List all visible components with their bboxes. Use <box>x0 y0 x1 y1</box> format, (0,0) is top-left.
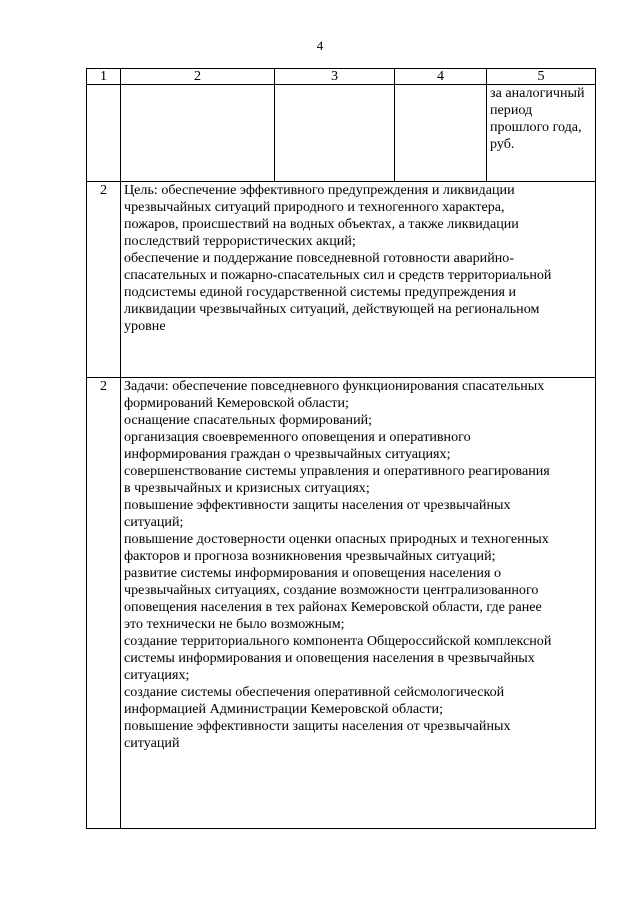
tasks-line: информирования граждан о чрезвычайных ситуациях; <box>124 446 451 462</box>
goal-line: Цель: обеспечение эффективного предупреждения и ликвидации <box>124 182 515 198</box>
table-cell-empty <box>87 85 121 182</box>
table-row-tasks <box>87 378 596 829</box>
table-header-row <box>87 69 596 85</box>
table-cell-empty <box>121 85 275 182</box>
table-row-goal <box>87 182 596 378</box>
page-number: 4 <box>316 38 324 53</box>
row-number: 2 <box>87 378 121 829</box>
table-row-continuation <box>87 85 596 182</box>
tasks-line: ситуаций; <box>124 514 184 530</box>
tasks-line: повышение достоверности оценки опасных природных и техногенных <box>124 531 549 547</box>
column-header-1: 1 <box>87 69 121 85</box>
tasks-line: в чрезвычайных и кризисных ситуациях; <box>124 480 370 496</box>
tasks-line: чрезвычайных ситуациях, создание возможности централизованного <box>124 582 539 598</box>
tasks-line: оповещения населения в тех районах Кемеровской области, где ранее <box>124 599 542 615</box>
column-header-2: 2 <box>121 69 275 85</box>
tasks-line: организация своевременного оповещения и оперативного <box>124 429 471 445</box>
goal-line: подсистемы единой государственной системы предупреждения и <box>124 284 517 300</box>
goal-text-cell <box>121 182 596 378</box>
tasks-line: повышение эффективности защиты населения от чрезвычайных <box>124 718 511 734</box>
column-header-3: 3 <box>275 69 395 85</box>
goal-line: уровне <box>124 318 166 334</box>
period-line: руб. <box>490 136 515 152</box>
tasks-line: оснащение спасательных формирований; <box>124 412 373 428</box>
tasks-line: системы информирования и оповещения населения в чрезвычайных <box>124 650 535 666</box>
table-cell-empty <box>275 85 395 182</box>
tasks-text-cell <box>121 378 596 829</box>
tasks-line: повышение эффективности защиты населения от чрезвычайных <box>124 497 511 513</box>
period-line: прошлого года, <box>490 119 582 135</box>
tasks-line: формирований Кемеровской области; <box>124 395 349 411</box>
goal-line: последствий террористических акций; <box>124 233 356 249</box>
tasks-line: информацией Администрации Кемеровской области; <box>124 701 444 717</box>
tasks-line: ситуаций <box>124 735 180 751</box>
column-header-4: 4 <box>395 69 487 85</box>
row-number: 2 <box>87 182 121 378</box>
goal-line: спасательных и пожарно-спасательных сил и средств территориальной <box>124 267 552 283</box>
data-table <box>86 68 596 829</box>
goal-line: пожаров, происшествий на водных объектах, а также ликвидации <box>124 216 519 232</box>
table-cell-empty <box>395 85 487 182</box>
period-line: за аналогичный <box>490 85 585 101</box>
tasks-line: факторов и прогноза возникновения чрезвычайных ситуаций; <box>124 548 496 564</box>
goal-line: обеспечение и поддержание повседневной готовности аварийно- <box>124 250 515 266</box>
tasks-line: развитие системы информирования и оповещения населения о <box>124 565 502 581</box>
tasks-line: создание системы обеспечения оперативной сейсмологической <box>124 684 505 700</box>
tasks-line: это технически не было возможным; <box>124 616 345 632</box>
goal-line: ликвидации чрезвычайных ситуаций, действующей на региональном <box>124 301 540 317</box>
period-line: период <box>490 102 533 118</box>
column-header-5: 5 <box>487 69 596 85</box>
tasks-line: совершенствование системы управления и оперативного реагирования <box>124 463 550 479</box>
goal-line: чрезвычайных ситуаций природного и техногенного характера, <box>124 199 505 215</box>
tasks-line: создание территориального компонента Общероссийской комплексной <box>124 633 552 649</box>
tasks-line: ситуациях; <box>124 667 190 683</box>
tasks-line: Задачи: обеспечение повседневного функционирования спасательных <box>124 378 545 394</box>
table-cell-period <box>487 85 596 182</box>
